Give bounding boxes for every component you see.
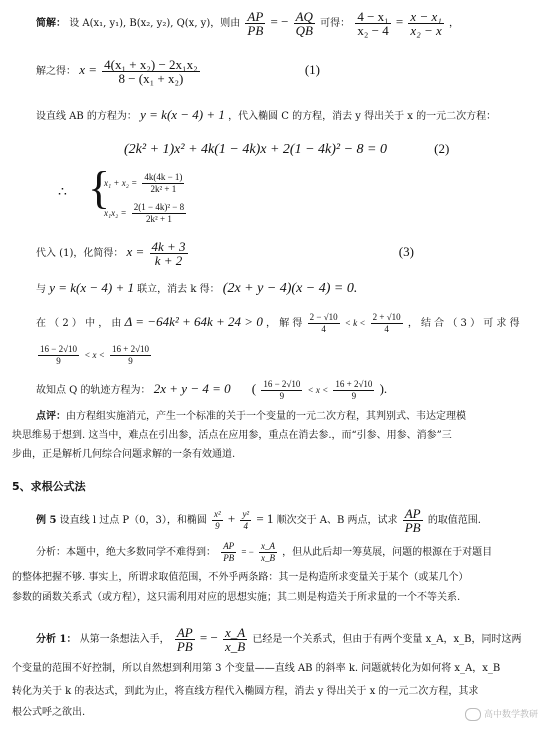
watermark [465,707,538,721]
comment-label: 点评： [36,411,66,422]
fraction-x-high [110,344,151,367]
fraction-ap-pb [175,626,195,653]
fraction-xa-xb [259,541,277,564]
x-equals: x = [126,244,145,259]
frac-den: x_B [260,553,275,563]
frac-num: AP [223,541,235,551]
locus-equation: 2x + y − 4 = 0 [153,381,231,396]
locus-product: (2x + y − 4)(x − 4) = 0. [222,281,358,296]
line-10 [36,379,552,402]
analysis-text: 分析：本题中，绝大多数同学不难得到： [36,547,216,558]
analysis-text2: ，但从此后却一筹莫展，问题的根源在于对题目 [282,547,493,558]
frac-num: AP [176,625,193,640]
fraction-y2-4 [240,509,251,532]
fraction-ap-pb [403,507,423,534]
analysis-line-3: 参数的函数关系式（或方程），这只需利用对应的思想实施；其二则是构造关于所求量的一个不等关系. [12,592,461,603]
line-8 [36,312,552,335]
analysis1-label: 分析 1： [36,634,77,645]
frac-num: x² [214,509,221,519]
vieta-sum [104,172,552,195]
analysis1-line-4: 根公式呼之欲出. [12,707,86,718]
fraction-x2-9 [212,509,223,532]
fraction-sum [142,172,184,195]
frac-num: 16 − 2√10 [263,379,301,389]
frac-den: 9 [351,391,357,401]
eq-sign: = − [270,14,289,29]
frac-den: x₂ − 4 [357,23,389,38]
analysis1-text: 从第一条想法入手， [79,634,170,645]
frac-num: x − x₁ [410,9,442,24]
frac-den: 9 [279,391,285,401]
line-1-mid: 可得： [320,18,351,29]
eq-sign: = − [241,547,254,557]
paren-open: ( [251,381,257,396]
frac-den: 2k² + 1 [146,214,172,224]
fraction-aq-qb [294,10,315,37]
frac-den: PB [223,553,235,563]
frac-den: 9 [56,356,61,366]
frac-den: x₂ − x [410,23,442,38]
frac-den: QB [295,23,313,38]
fraction-xa-xb [223,626,247,653]
frac-num: 2 + √10 [372,312,401,322]
line-7-text2: 联立，消去 k 得： [137,284,220,295]
product-lhs: x₁x₂ = [104,208,127,218]
comment-line-3: 步曲，正是解析几何综合问题求解的一条有效通道. [12,449,236,460]
discriminant: Δ = −64k² + 64k + 24 > 0 [124,314,263,329]
frac-num: 2 − √10 [309,312,338,322]
equation-tag: (1) [304,62,320,77]
frac-den: 4 [321,324,326,334]
line-7-text: 与 [36,284,46,295]
line-7 [36,281,552,297]
line-2-text: 解之得： [36,66,76,77]
line-9 [36,344,552,367]
frac-den: 4 [384,324,389,334]
analysis1-text2: 已经是一个关系式，但由于有两个变量 x_A，x_B，同时这两 [252,634,522,645]
frac-den: x_B [225,639,246,654]
eq-sign: = − [199,630,218,645]
frac-num: y² [242,509,250,519]
equation-tag: (3) [398,244,414,259]
line-6 [36,240,552,267]
frac-num: AP [404,506,421,521]
fraction-x-high [333,379,374,402]
fraction-ap-pb [245,10,265,37]
fraction-x-low [261,379,302,402]
x-range: < x < [84,350,105,360]
line-1-text: 设 A(x₁, y₁), B(x₂, y₂), Q(x, y)，则由 [69,18,241,29]
frac-den: 9 [215,521,220,531]
sum-lhs: x₁ + x₂ = [104,178,138,188]
section-title: 5、求根公式法 [12,480,86,493]
example-text2: 顺次交于 A、B 两点，试求 [276,515,398,526]
frac-num: 16 − 2√10 [40,344,78,354]
fraction-eq1 [102,58,199,85]
frac-num: 4(x₁ + x₂) − 2x₁x₂ [104,57,198,72]
frac-num: 16 + 2√10 [112,344,150,354]
plus-sign: + [227,511,236,526]
frac-num: 4 − x₁ [357,9,389,24]
example-text: 设直线 l 过点 P（0，3），和椭圆 [59,515,207,526]
comment-text: 由方程组实施消元，产生一个标准的关于一个变量的一元二次方程，其判别式、韦达定理模 [66,411,466,422]
comment-line-2: 块思维易于想到. 这当中，难点在引出参，活点在应用参，重点在消去参.，而“引参、用参、消参”三 [12,430,452,441]
line-2 [36,58,552,85]
quadratic-equation: (2k² + 1)x² + 4k(1 − 4k)x + 2(1 − 4k)² − 8 = 0 [124,142,387,157]
k-range: < k < [344,318,366,328]
example-label: 例 5 [36,515,57,526]
wechat-icon [465,708,481,721]
x-equals: x = [79,62,97,77]
frac-num: 16 + 2√10 [335,379,373,389]
frac-den: k + 2 [154,253,183,268]
frac-den: PB [247,23,264,38]
line-ab-equation: y = k(x − 4) + 1 [140,107,225,122]
line-3-text: 设直线 AB 的方程为： [36,111,137,122]
frac-den: PB [404,520,421,535]
example-text3: 的取值范围. [427,515,481,526]
fraction-x-low [38,344,79,367]
frac-den: PB [176,639,193,654]
line-8-text2: ， 解 得 [266,318,303,329]
eq-sign: = [395,14,404,29]
fraction-product [132,202,186,225]
frac-num: AQ [295,9,313,24]
analysis1-line-2: 个变量的范围不好控制，所以自然想到利用第 3 个变量——直线 AB 的斜率 k. 问题就转化为如何将 x_A，x_B [12,663,501,674]
analysis-line-2: 的整体把握不够. 事实上，所谓求取值范围，不外乎两条路：其一是构造所求变量关于某个（或某几个） [12,572,469,583]
line-3 [36,108,552,124]
fraction-4-x1 [355,10,390,37]
line-10-text: 故知点 Q 的轨迹方程为： [36,385,151,396]
frac-den: 4 [243,521,249,531]
watermark-text: 高中数学教研 [483,710,538,720]
vieta-product [104,202,552,225]
line-8-text3: ， 结 合 （ 3 ） 可 求 得 [407,318,520,329]
line-4 [124,142,552,158]
frac-num: AP [247,9,264,24]
comment-line-1 [36,410,552,424]
therefore-sign: ∴ [58,184,67,200]
analysis1-line-3: 转化为关于 k 的表达式，到此为止，将直线方程代入椭圆方程，消去 y 得出关于 x 的一元二次方程，其求 [12,686,479,697]
line-3-rest: ，代入椭圆 C 的方程，消去 y 得出关于 x 的一元二次方程： [228,111,497,122]
line-1 [36,10,552,37]
frac-num: 4k + 3 [151,239,186,254]
frac-den: 8 − (x₁ + x₂) [118,71,184,86]
eq-one: = 1 [256,511,274,526]
comma: ， [448,18,459,29]
frac-num: 2(1 − 4k)² − 8 [133,202,185,212]
example-5 [36,507,552,534]
line-8-text: 在 （ 2 ） 中 ， 由 [36,318,122,329]
fraction-k-high [371,312,403,335]
paren-close: ). [379,381,388,396]
fraction-k-low [308,312,340,335]
equation-tag: (2) [434,141,450,156]
frac-num: x_A [225,625,246,640]
analysis-line-1 [36,541,552,564]
line-6-text: 代入 (1)，化简得： [36,248,124,259]
fraction-ap-pb [221,541,236,564]
brief-solution-label: 简解： [36,18,66,29]
analysis1-line-1 [36,626,552,653]
frac-den: 2k² + 1 [150,184,177,194]
x-range: < x < [307,385,329,395]
fraction-eq3 [150,240,188,267]
frac-num: x_A [260,541,275,551]
frac-num: 4k(4k − 1) [144,172,183,182]
frac-den: 9 [128,356,133,366]
line-equation: y = k(x − 4) + 1 [49,280,134,295]
fraction-x-x1 [408,10,443,37]
left-brace-icon: { [88,162,111,213]
